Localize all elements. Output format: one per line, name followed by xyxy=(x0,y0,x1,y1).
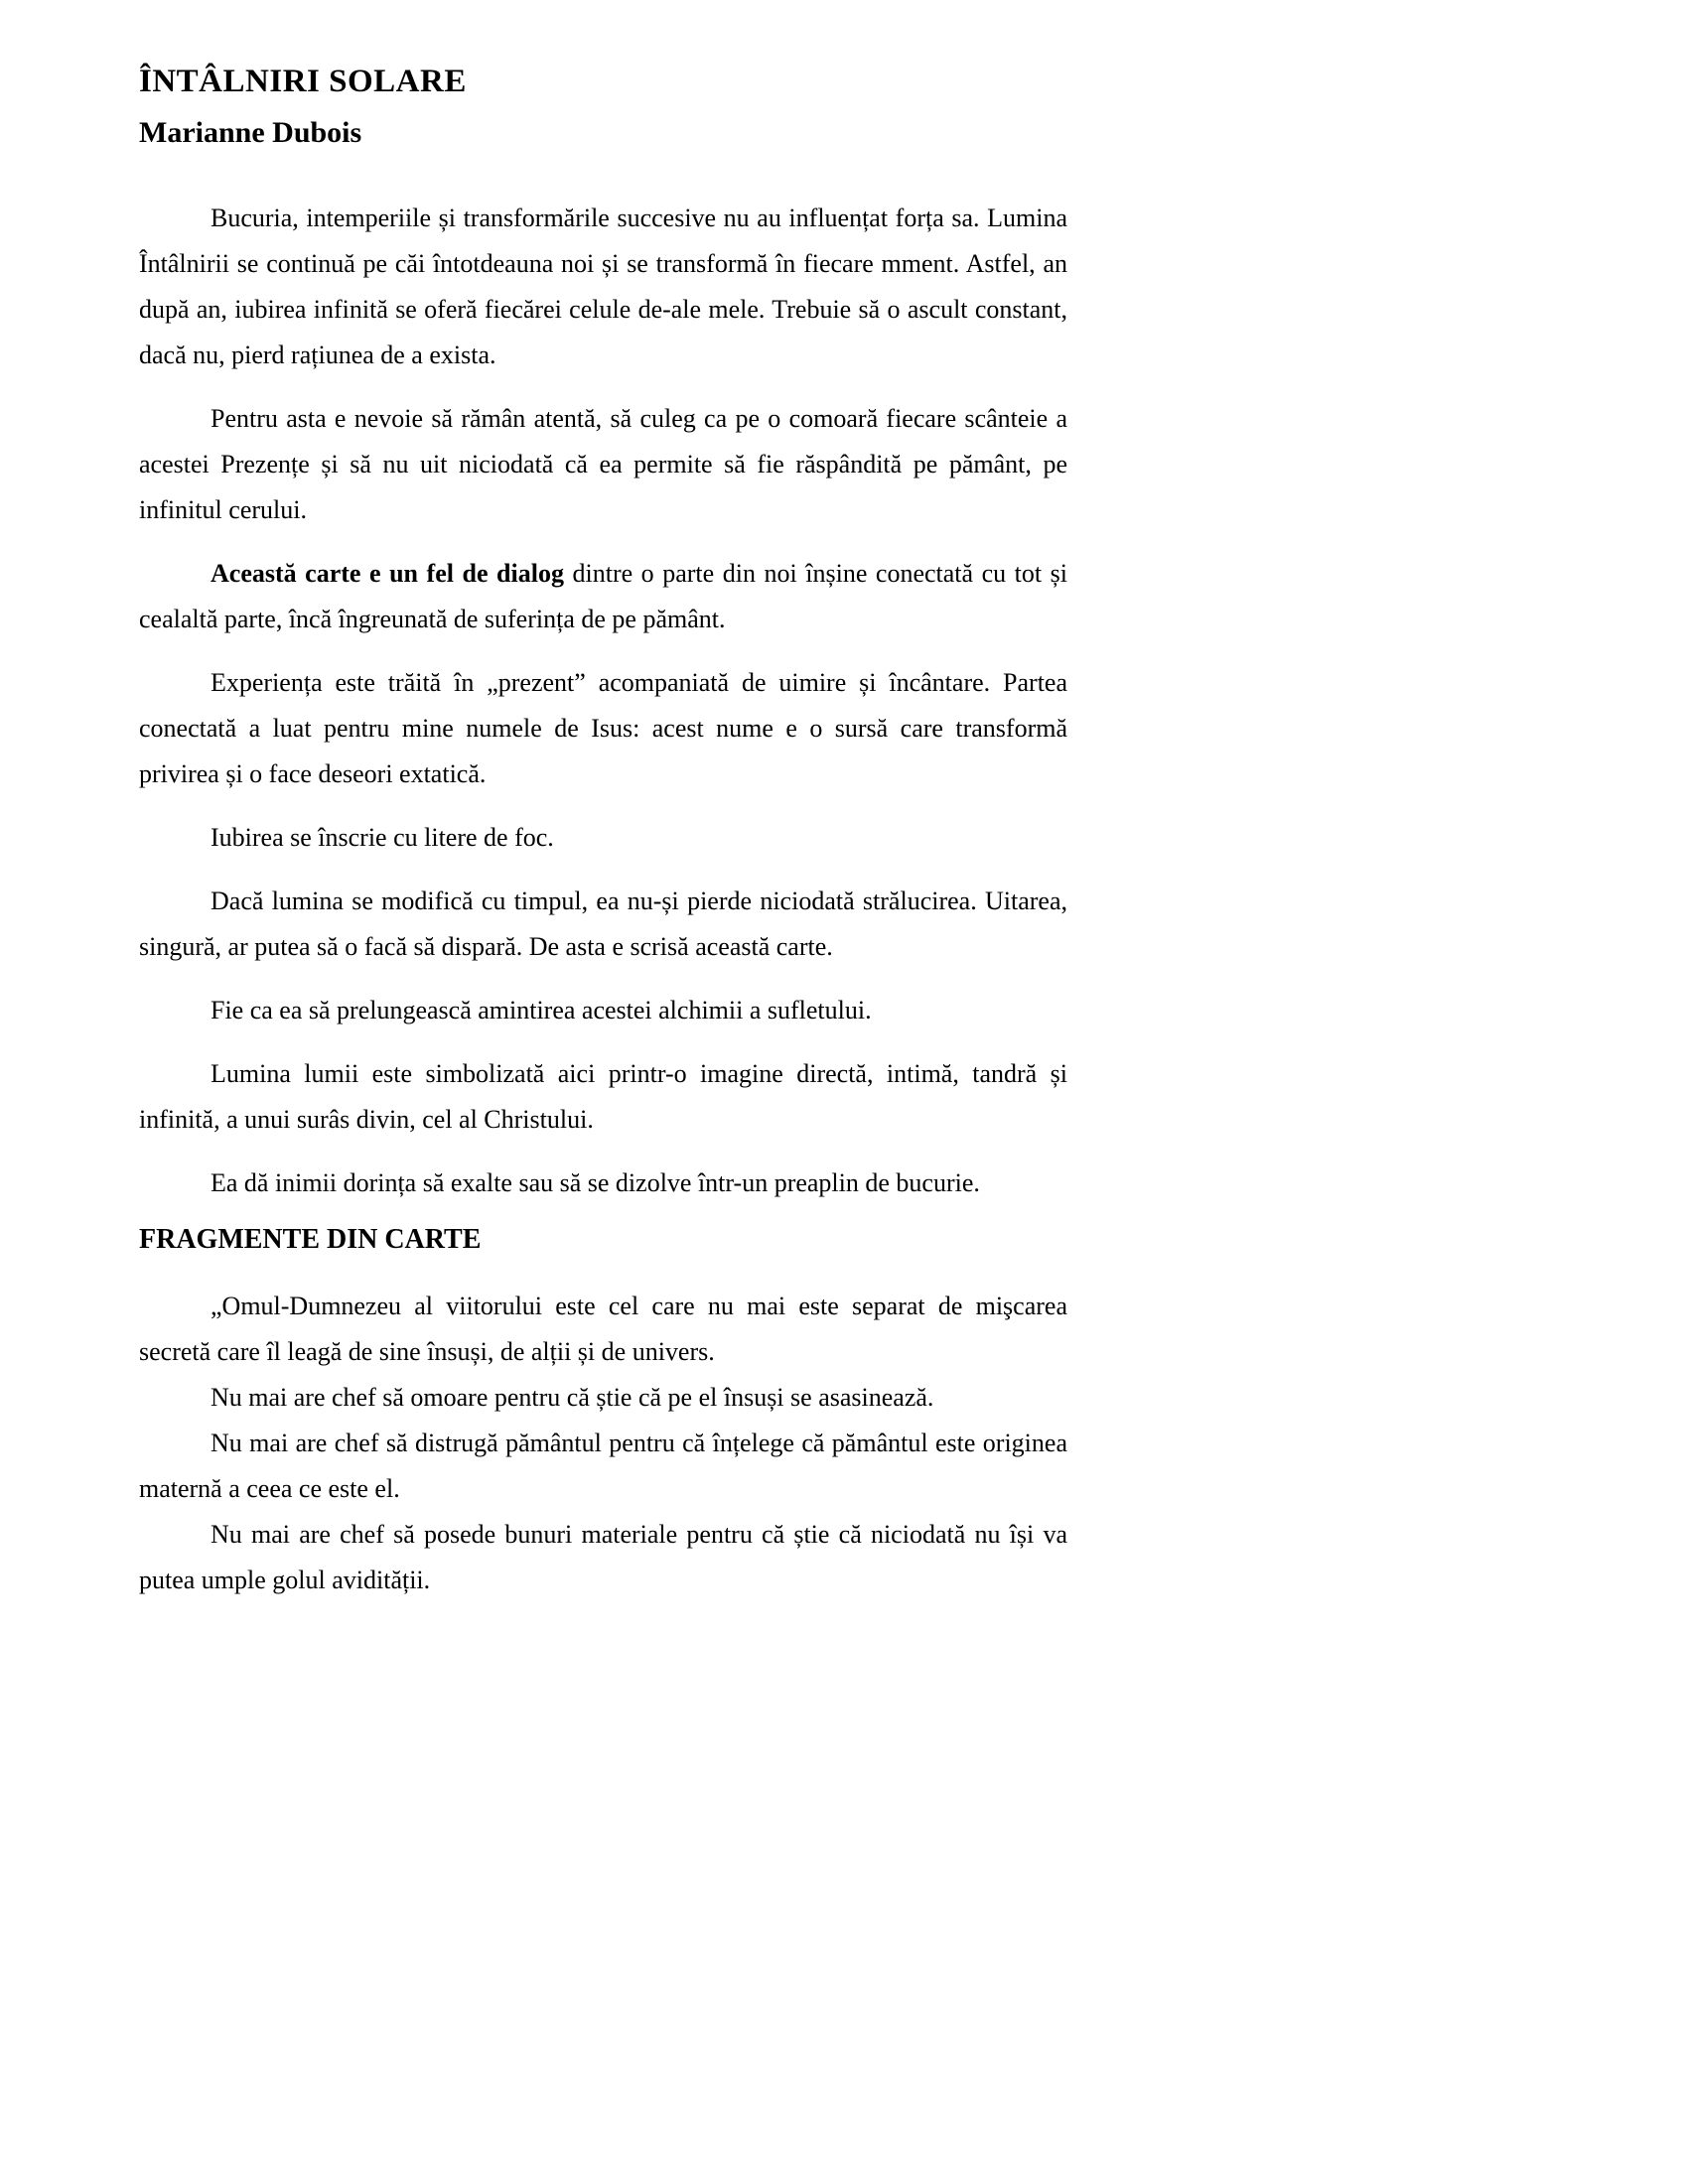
paragraph: Nu mai are chef să distrugă pământul pentru că înțelege că pământul este originea maternă a ceea ce este el. xyxy=(139,1429,1067,1503)
paragraph: Pentru asta e nevoie să rămân atentă, să culeg ca pe o comoară fiecare scânteie a acestei Prezențe și să nu uit niciodată că ea permite să fie răspândită pe pământ, pe infinitul cerului. xyxy=(139,404,1067,524)
paragraph: „Omul-Dumnezeu al viitorului este cel care nu mai este separat de mişcarea secretă care îl leagă de sine însuși, de alții și de univers. xyxy=(139,1292,1067,1366)
paragraph: Lumina lumii este simbolizată aici printr-o imagine directă, intimă, tandră și infinită, a unui surâs divin, cel al Christului. xyxy=(139,1059,1067,1134)
paragraph: Experiența este trăită în „prezent” acompaniată de uimire și încântare. Partea conectată a luat pentru mine numele de Isus: acest nume e o sursă care transformă privirea și o face deseori extatică. xyxy=(139,668,1067,788)
document-title: ÎNTÂLNIRI SOLARE xyxy=(139,64,467,99)
paragraph-bold-lead: Această carte e un fel de dialog xyxy=(211,559,564,588)
paragraph: Nu mai are chef să omoare pentru că știe că pe el însuși se asasinează. xyxy=(211,1383,934,1412)
paragraph: Fie ca ea să prelungească amintirea acestei alchimii a sufletului. xyxy=(211,996,872,1024)
document-author: Marianne Dubois xyxy=(139,116,362,149)
paragraph: Dacă lumina se modifică cu timpul, ea nu-și pierde niciodată strălucirea. Uitarea, singură, ar putea să o facă să dispară. De asta e scrisă această carte. xyxy=(139,887,1067,961)
paragraph: Bucuria, intemperiile și transformările succesive nu au influențat forța sa. Lumina Întâlnirii se continuă pe căi întotdeauna noi și se transformă în fiecare mment. Astfel, an după an, iubirea infinită se oferă fiecărei celule de-ale mele. Trebuie să o ascult constant, dacă nu, pierd rațiunea de a exista. xyxy=(139,204,1067,369)
paragraph: Iubirea se înscrie cu litere de foc. xyxy=(211,823,554,852)
section-heading: FRAGMENTE DIN CARTE xyxy=(139,1224,482,1255)
intro-section xyxy=(139,196,1067,1206)
paragraph: Ea dă inimii dorința să exalte sau să se dizolve într-un preaplin de bucurie. xyxy=(211,1168,980,1197)
fragments-section xyxy=(139,1284,1067,1603)
paragraph: Nu mai are chef să posede bunuri materiale pentru că știe că niciodată nu își va putea umple golul avidității. xyxy=(139,1520,1067,1594)
paragraph: Această carte e un fel de dialog dintre o parte din noi înșine conectată cu tot și cealaltă parte, încă îngreunată de suferința de pe pământ. xyxy=(139,559,1067,633)
